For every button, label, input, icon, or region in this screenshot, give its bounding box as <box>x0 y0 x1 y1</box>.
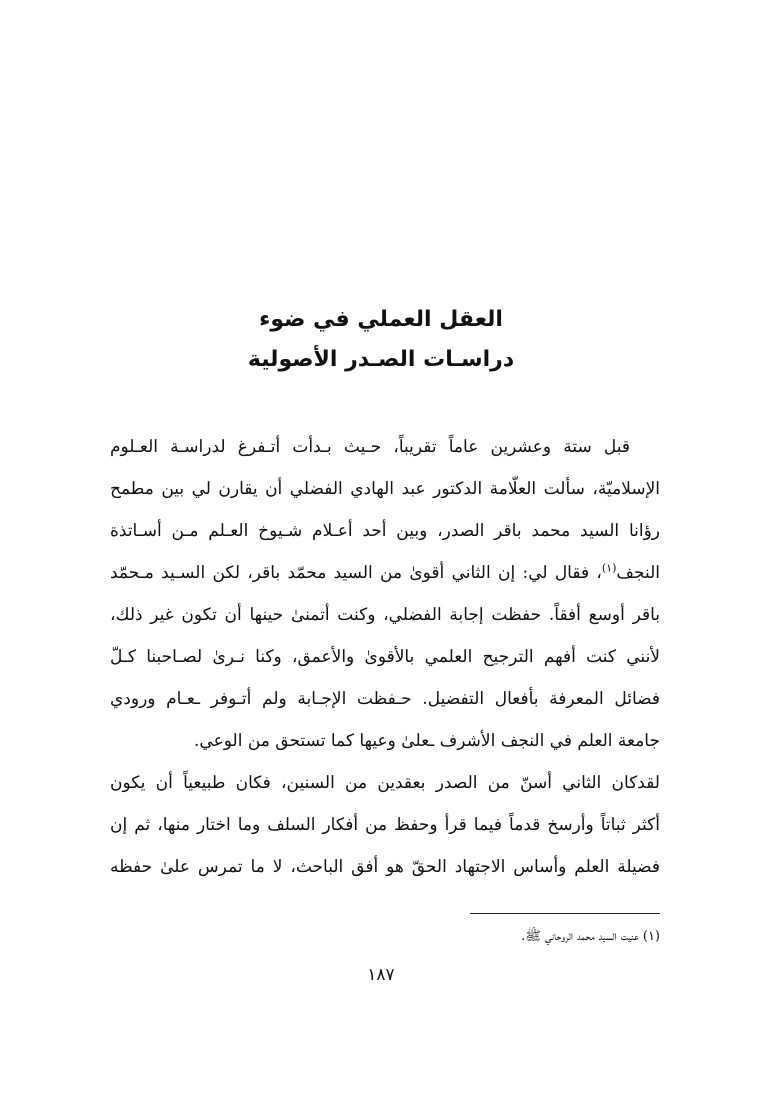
body-line: أكثر ثباتاً وأرسخ قدماً فيما قرأ وحفظ من أفكار السلف وما اختار منها، ثم إن <box>110 815 660 835</box>
body-line: فضائل المعرفة بأفعال التفضيل. حـفظت الإجـابة ولم أتـوفر ـعـام ورودي <box>110 689 660 709</box>
footnote: (١) عنيت السيد محمد الروحاني ﷺ. <box>521 929 660 944</box>
chapter-title <box>100 300 662 380</box>
page-number: ١٨٧ <box>367 965 395 985</box>
body-line: لقدكان الثاني أسنّ من الصدر بعقدين من السنين، فكان طبيعياً أن يكون <box>110 773 660 793</box>
body-line-with-footnote-ref <box>110 552 660 594</box>
body-line: الإسلاميّة، سألت العلّامة الدكتور عبد الهادي الفضلي أن يقارن لي بين مطمح <box>110 479 660 499</box>
body-line: رؤانا السيد محمد باقر الصدر، وبين أحد أعـلام شـيوخ العـلم مـن أسـاتذة <box>110 521 660 541</box>
body-line: باقر أوسع أفقاً. حفظت إجابة الفضلي، وكنت أتمنىٰ حينها أن تكون غير ذلك، <box>110 605 660 625</box>
body-line: جامعة العلم في النجف الأشرف ـعلىٰ وعيها كما تستحق من الوعي. <box>194 731 660 751</box>
footnote-reference[interactable]: (١) <box>601 561 617 575</box>
body-paragraphs <box>110 426 660 888</box>
body-line: قبل ستة وعشرين عاماً تقريباً، حـيث بـدأت أتـفرغ لدراسـة العـلوم <box>110 437 630 457</box>
chapter-title-line-2: دراسـات الصـدر الأصولية <box>247 347 515 372</box>
body-line: فضيلة العلم وأساس الاجتهاد الحقّ هو أفق الباحث، لا ما تمرس علىٰ حفظه <box>110 857 660 877</box>
body-line-prefix: النجف <box>616 563 660 583</box>
footnote-separator <box>470 913 660 914</box>
body-line: لأنني كنت أفهم الترجيح العلمي بالأقوىٰ والأعمق، وكنا نـرىٰ لصـاحبنا كـلّ <box>110 647 660 667</box>
body-line-rest: ، فقال لي: إن الثاني أقوىٰ من السيد محمّد باقر، لكن السـيد مـحمّد <box>110 563 602 583</box>
chapter-title-line-1: العقل العملي في ضوء <box>259 307 503 332</box>
